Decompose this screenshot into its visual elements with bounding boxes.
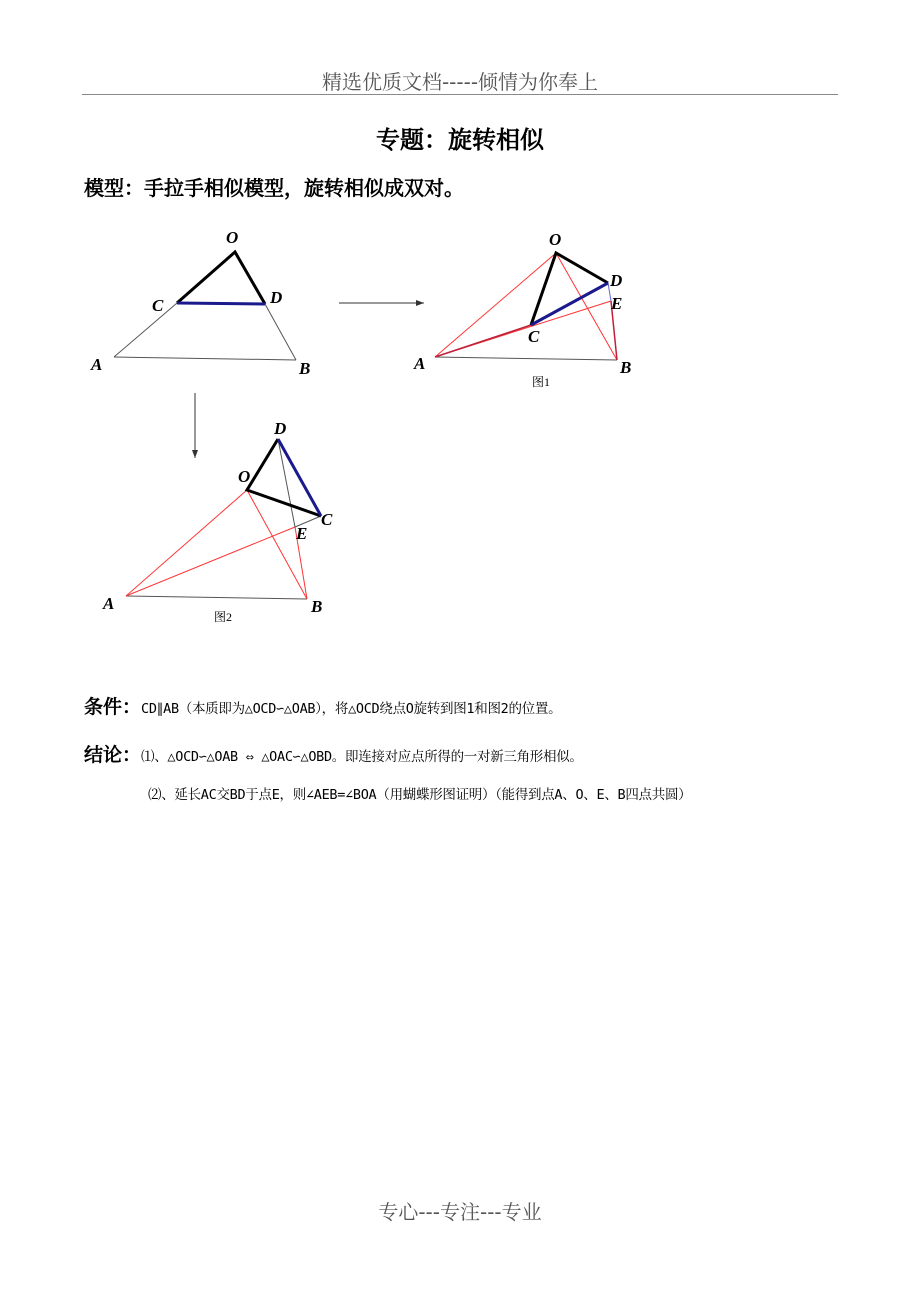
fig1-label-c: C	[528, 327, 540, 346]
fig1-label-b: B	[620, 358, 632, 377]
fig1-label-o: O	[549, 230, 562, 249]
fig2-label-c: C	[321, 510, 333, 529]
page-title: 专题：旋转相似	[376, 126, 544, 154]
fig2-label-d: D	[274, 419, 287, 438]
point-label-a: A	[91, 355, 103, 374]
fig2-caption: 图2	[214, 610, 233, 624]
condition-paragraph	[84, 692, 561, 719]
page-header: 精选优质文档-----倾情为你奉上	[321, 70, 599, 94]
model-heading: 模型：手拉手相似模型，旋转相似成双对。	[84, 176, 464, 200]
figure-2	[102, 419, 333, 624]
point-label-b: B	[299, 359, 311, 378]
point-label-d: D	[270, 288, 283, 307]
conclusion-item-2: ⑵、延长AC交BD于点E，则∠AEB=∠BOA（用蝴蝶形图证明）（能得到点A、O、E、B四点共圆）	[148, 787, 692, 803]
fig2-label-e: E	[296, 524, 308, 543]
conclusion-paragraph	[84, 740, 583, 767]
fig2-label-a: A	[103, 594, 115, 613]
page-footer: 专心---专注---专业	[378, 1200, 542, 1224]
point-label-c: C	[152, 296, 164, 315]
conclusion-item-1: ⑴、△OCD∽△OAB ⇔ △OAC∽△OBD。即连接对应点所得的一对新三角形相似。	[141, 749, 583, 765]
fig2-label-b: B	[311, 597, 323, 616]
conclusion-label: 结论：	[84, 744, 142, 766]
fig2-label-o: O	[238, 467, 251, 486]
base-figure	[90, 228, 310, 378]
condition-label: 条件：	[84, 696, 142, 718]
figure-1	[413, 230, 631, 389]
point-label-o: O	[226, 228, 239, 247]
fig1-label-a: A	[414, 354, 426, 373]
condition-text: CD∥AB（本质即为△OCD∽△OAB），将△OCD绕点O旋转到图1和图2的位置。	[141, 701, 562, 717]
fig1-caption: 图1	[532, 375, 551, 389]
fig1-label-d: D	[610, 271, 623, 290]
fig1-label-e: E	[611, 294, 623, 313]
